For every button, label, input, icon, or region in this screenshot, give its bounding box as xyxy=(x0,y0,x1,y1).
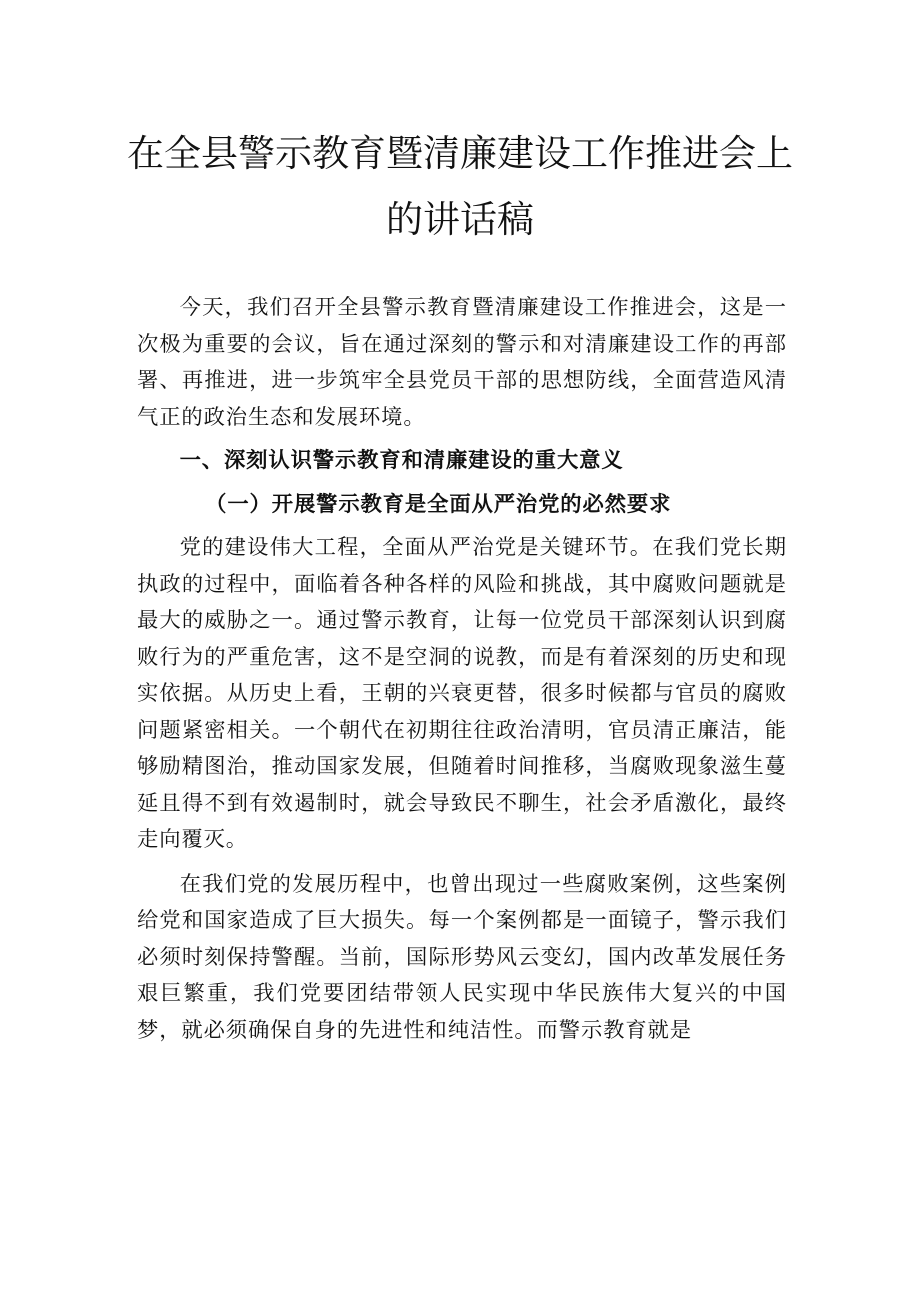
section-heading: 一、深刻认识警示教育和清廉建设的重大意义 xyxy=(179,448,624,473)
intro-paragraph: 今天，我们召开全县警示教育暨清廉建设工作推进会，这是一次极为重要的会议，旨在通过深刻的警示和对清廉建设工作的再部署、再推进，进一步筑牢全县党员干部的思想防线，全面营造风清气正的政治生态和发展环境。 xyxy=(137,295,787,430)
subsection-heading: （一）开展警示教育是全面从严治党的必然要求 xyxy=(205,491,672,517)
document-title-line-1: 在全县警示教育暨清廉建设工作推进会上 xyxy=(127,132,793,175)
document-title-line-2: 的讲话稿 xyxy=(386,198,534,241)
document-body xyxy=(137,290,787,1049)
body-paragraph-2: 在我们党的发展历程中，也曾出现过一些腐败案例，这些案例给党和国家造成了巨大损失。每一个案例都是一面镜子，警示我们必须时刻保持警醒。当前，国际形势风云变幻，国内改革发展任务艰巨繁重，我们党要团结带领人民实现中华民族伟大复兴的中国梦，就必须确保自身的先进性和纯洁性。而警示教育就是 xyxy=(137,871,787,1043)
body-paragraph-1: 党的建设伟大工程，全面从严治党是关键环节。在我们党长期执政的过程中，面临着各种各样的风险和挑战，其中腐败问题就是最大的威胁之一。通过警示教育，让每一位党员干部深刻认识到腐败行为的严重危害，这不是空洞的说教，而是有着深刻的历史和现实依据。从历史上看，王朝的兴衰更替，很多时候都与官员的腐败问题紧密相关。一个朝代在初期往往政治清明，官员清正廉洁，能够励精图治，推动国家发展，但随着时间推移，当腐败现象滋生蔓延且得不到有效遏制时，就会导致民不聊生，社会矛盾激化，最终走向覆灭。 xyxy=(137,535,787,852)
